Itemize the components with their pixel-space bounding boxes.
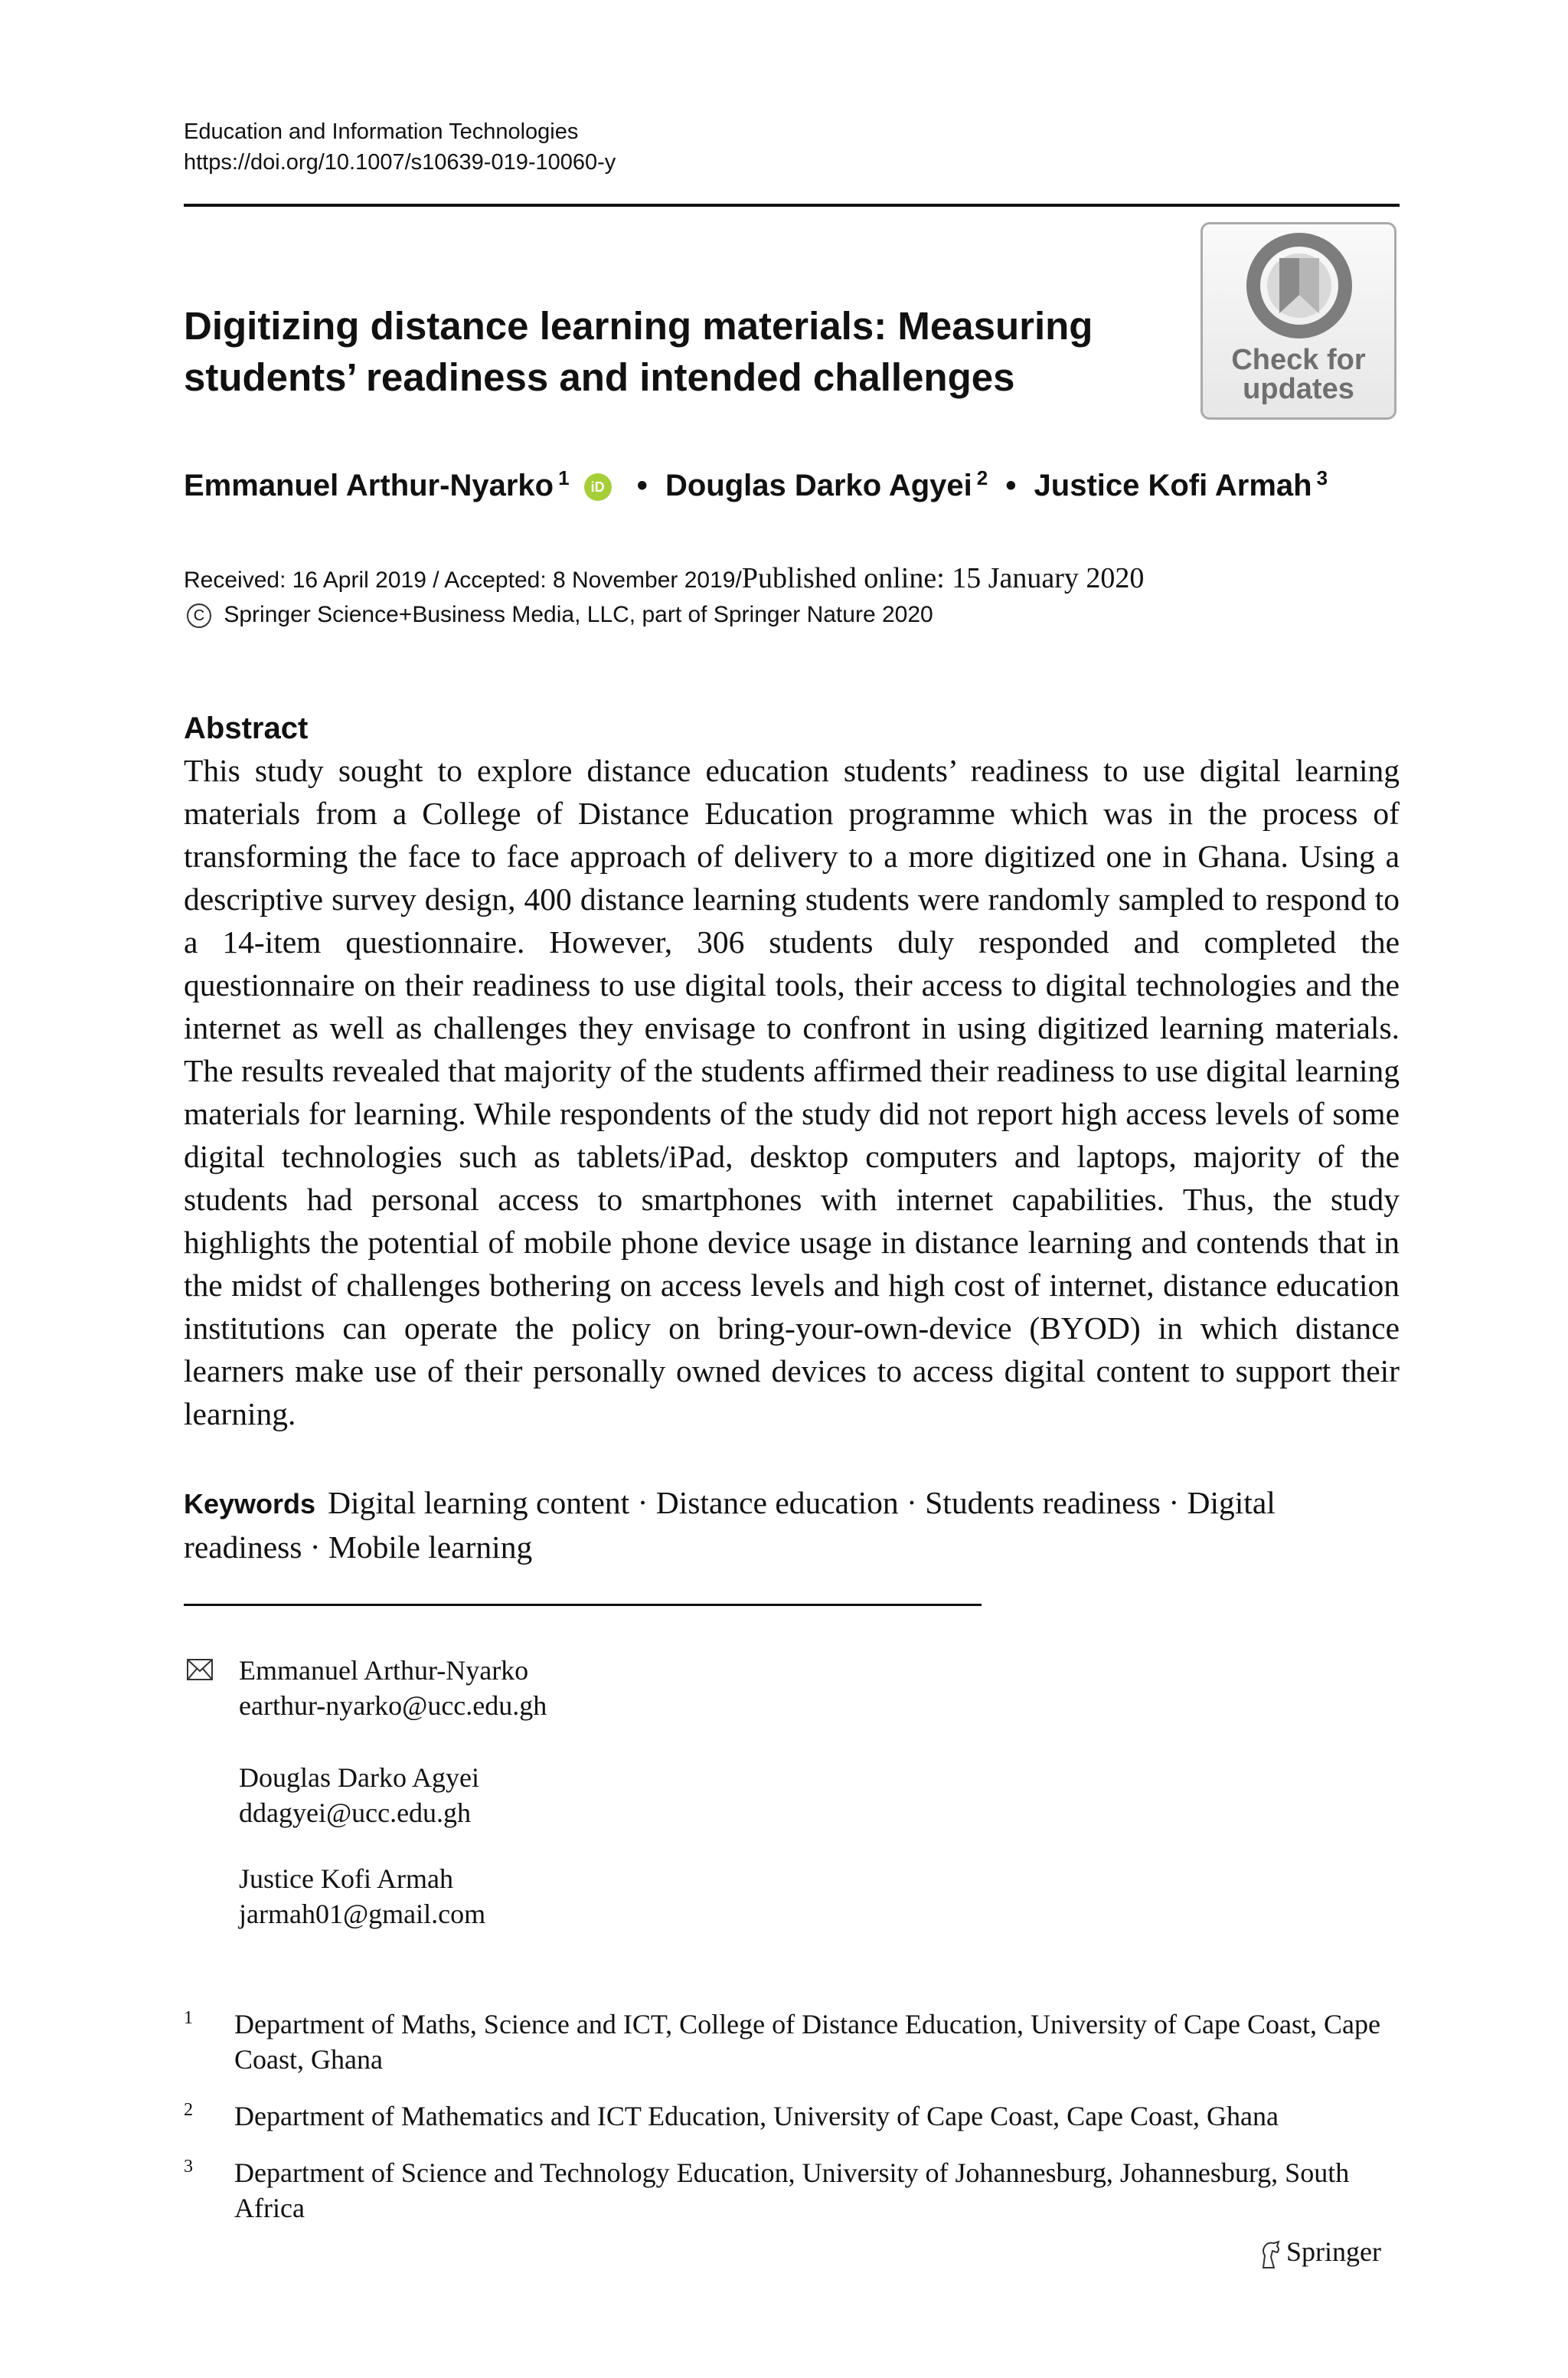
copyright-text: Springer Science+Business Media, LLC, part of Springer Nature 2020 — [224, 602, 933, 627]
contact-email[interactable]: earthur-nyarko@ucc.edu.gh — [239, 1690, 547, 1721]
affiliation-text: Department of Maths, Science and ICT, College of Distance Education, University of Cape Coast, Cape Coast, Ghana — [234, 2009, 1380, 2075]
author-separator: • — [636, 469, 648, 502]
author-list — [184, 464, 1328, 510]
journal-header — [184, 116, 616, 178]
affiliation-number: 2 — [184, 2100, 193, 2120]
received-date: Received: 16 April 2019 / — [184, 568, 439, 593]
author-3-affil: 3 — [1316, 466, 1328, 489]
contact-name: Justice Kofi Armah — [239, 1863, 453, 1894]
affiliation-text: Department of Mathematics and ICT Education, University of Cape Coast, Cape Coast, Ghana — [234, 2101, 1279, 2131]
affiliation-number: 3 — [184, 2157, 193, 2177]
copyright-line — [184, 600, 933, 630]
affiliation-number: 1 — [184, 2008, 193, 2028]
orcid-icon[interactable]: iD — [584, 473, 612, 501]
contact-name: Douglas Darko Agyei — [239, 1762, 479, 1793]
abstract-heading: Abstract — [184, 711, 309, 745]
contact-email[interactable]: jarmah01@gmail.com — [239, 1899, 486, 1929]
keywords — [184, 1481, 1400, 1568]
header-rule — [184, 204, 1400, 207]
author-separator: • — [1005, 469, 1017, 502]
affiliation-text: Department of Science and Technology Education, University of Johannesburg, Johannesburg, South Africa — [234, 2157, 1350, 2223]
check-for-updates-badge[interactable] — [1200, 222, 1396, 420]
contact-email[interactable]: ddagyei@ucc.edu.gh — [239, 1797, 472, 1828]
crossmark-icon — [1246, 232, 1353, 339]
keywords-label: Keywords — [184, 1488, 316, 1519]
published-date: Published online: 15 January 2020 — [741, 562, 1145, 594]
accepted-date: Accepted: 8 November 2019/ — [444, 568, 742, 593]
article-dates — [184, 563, 1144, 596]
copyright-icon: C — [187, 603, 211, 628]
envelope-icon — [187, 1659, 213, 1680]
author-1-affil: 1 — [558, 466, 570, 489]
contact-2 — [239, 1760, 479, 1830]
article-title — [184, 300, 1164, 403]
badge-line-2: updates — [1243, 373, 1354, 405]
author-3[interactable]: Justice Kofi Armah — [1034, 469, 1312, 502]
publisher-logo — [1259, 2235, 1381, 2269]
author-2-affil: 2 — [976, 466, 988, 489]
keywords-text: Digital learning content · Distance education · Students readiness · Digital readiness · Mobile learning — [184, 1485, 1276, 1565]
author-1[interactable]: Emmanuel Arthur-Nyarko — [184, 469, 554, 502]
footnote-rule — [184, 1604, 982, 1606]
title-line-2: students’ readiness and intended challenges — [184, 355, 1015, 399]
check-for-updates-text — [1203, 345, 1394, 404]
contact-name: Emmanuel Arthur-Nyarko — [239, 1655, 529, 1686]
author-2[interactable]: Douglas Darko Agyei — [665, 469, 972, 502]
publisher-name: Springer — [1286, 2236, 1381, 2267]
journal-name: Education and Information Technologies — [184, 119, 579, 144]
springer-horse-icon — [1259, 2240, 1282, 2269]
contact-1 — [239, 1653, 547, 1723]
title-line-1: Digitizing distance learning materials: Measuring — [184, 304, 1093, 348]
doi-link[interactable]: https://doi.org/10.1007/s10639-019-10060-y — [184, 150, 616, 175]
badge-line-1: Check for — [1231, 344, 1366, 376]
contact-3 — [239, 1861, 485, 1932]
abstract-text: This study sought to explore distance education students’ readiness to use digital learning materials from a College of Distance Education programme which was in the process of transforming the face to face approach of delivery to a more digitized one in Ghana. Using a descriptive survey design, 400 distance learning students were randomly sampled to respond to a 14-item questionnaire. However, 306 students duly responded and completed the questionnaire on their readiness to use digital tools, their access to digital technologies and the internet as well as challenges they envisage to confront in using digitized learning materials. The results revealed that majority of the students affirmed their readiness to use digital learning materials for learning. While respondents of the study did not report high access levels of some digital technologies such as tablets/iPad, desktop computers and laptops, majority of the students had personal access to smartphones with internet capabilities. Thus, the study highlights the potential of mobile phone device usage in distance learning and contends that in the midst of challenges bothering on access levels and high cost of internet, distance education institutions can operate the policy on bring-your-own-device (BYOD) in which distance learners make use of their personally owned devices to access digital content to support their learning. — [184, 753, 1400, 1431]
